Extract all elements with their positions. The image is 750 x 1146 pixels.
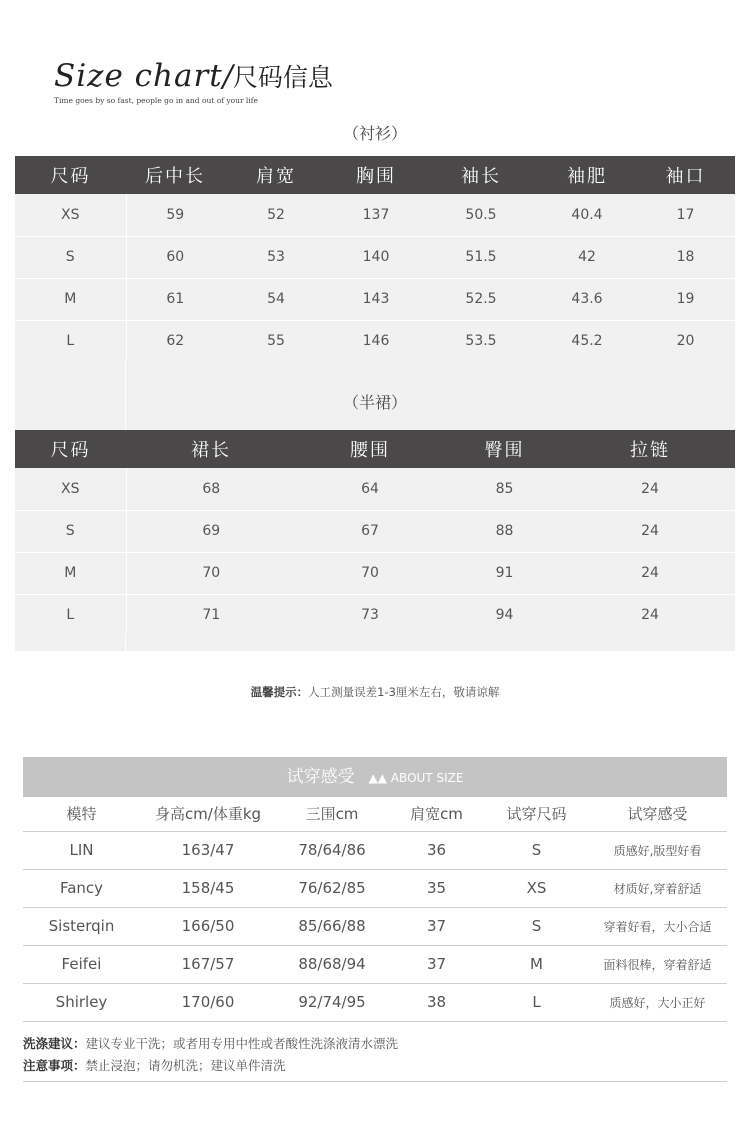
fit-cell: 36 [388,831,485,869]
shirt-cell: XS [15,194,126,236]
skirt-cell: 88 [444,510,565,552]
shirt-header-cell: 尺码 [15,156,126,194]
fit-section-header [23,757,727,797]
shirt-row [15,194,735,236]
skirt-cell: L [15,594,126,636]
fit-header-cell: 试穿感受 [588,797,727,831]
fit-cell: 37 [388,907,485,945]
fit-cell: LIN [23,831,140,869]
fit-cell: 78/64/86 [276,831,388,869]
fit-cell: 166/50 [140,907,276,945]
shirt-header-cell: 肩宽 [224,156,328,194]
care-instructions [23,1033,727,1077]
page-title [54,58,333,94]
skirt-cell: 67 [296,510,444,552]
shirt-cell: 40.4 [538,194,636,236]
title-english: Size chart [54,58,223,94]
skirt-size-table [15,430,735,637]
spacer-first-col [15,633,126,651]
shirt-cell: 20 [636,320,735,362]
skirt-header-row [15,430,735,468]
shirt-size-table [15,156,735,363]
fit-cell: S [485,831,588,869]
fit-cell: 158/45 [140,869,276,907]
shirt-row [15,320,735,362]
shirt-cell: 53 [224,236,328,278]
note-text: 禁止浸泡；请勿机洗；建议单件清洗 [85,1058,286,1073]
skirt-header-cell: 臀围 [444,430,565,468]
fit-cell: 85/66/88 [276,907,388,945]
skirt-cell: 85 [444,468,565,510]
wash-text: 建议专业干洗；或者用专用中性或者酸性洗涤液清水漂洗 [85,1036,399,1051]
shirt-cell: L [15,320,126,362]
skirt-cell: 71 [126,594,296,636]
fit-cell: 76/62/85 [276,869,388,907]
fit-row [23,983,727,1021]
shirt-header-row [15,156,735,194]
skirt-cell: 64 [296,468,444,510]
shirt-cell: 19 [636,278,735,320]
skirt-row [15,468,735,510]
care-notes [23,1055,727,1077]
shirt-cell: 143 [328,278,424,320]
fit-subtitle: ▲▲ ABOUT SIZE [368,771,464,785]
shirt-cell: 18 [636,236,735,278]
shirt-cell: 140 [328,236,424,278]
skirt-header-cell: 裙长 [126,430,296,468]
shirt-cell: 55 [224,320,328,362]
fit-cell: 38 [388,983,485,1021]
fit-cell: 92/74/95 [276,983,388,1021]
skirt-cell: 70 [126,552,296,594]
title-separator: / [222,59,233,94]
skirt-cell: 24 [565,552,735,594]
shirt-header-cell: 胸围 [328,156,424,194]
fit-cell: 质感好，大小正好 [588,983,727,1021]
skirt-row [15,552,735,594]
fit-cell: 材质好,穿着舒适 [588,869,727,907]
shirt-header-cell: 袖肥 [538,156,636,194]
fit-cell: S [485,907,588,945]
shirt-header-cell: 袖长 [424,156,538,194]
fit-cell: Sisterqin [23,907,140,945]
measurement-tip [0,684,750,700]
shirt-cell: 43.6 [538,278,636,320]
shirt-section-label: （衬衫） [342,124,407,143]
fit-cell: 穿着好看，大小合适 [588,907,727,945]
fit-cell: 167/57 [140,945,276,983]
fit-cell: Feifei [23,945,140,983]
tip-text: 人工测量误差1-3厘米左右，敬请谅解 [308,685,500,699]
shirt-row [15,236,735,278]
wash-advice [23,1033,727,1055]
fit-cell: 质感好,版型好看 [588,831,727,869]
fit-header-cell: 肩宽cm [388,797,485,831]
title-chinese: 尺码信息 [232,63,333,92]
fit-cell: 35 [388,869,485,907]
shirt-row [15,278,735,320]
tagline: Time goes by so fast, people go in and out of your life [54,96,258,105]
fit-cell: XS [485,869,588,907]
fit-table [23,797,727,1022]
shirt-cell: 45.2 [538,320,636,362]
skirt-cell: XS [15,468,126,510]
skirt-cell: 24 [565,468,735,510]
shirt-cell: 53.5 [424,320,538,362]
fit-header-cell: 身高cm/体重kg [140,797,276,831]
fit-header-cell: 三围cm [276,797,388,831]
fit-row [23,907,727,945]
skirt-header-cell: 尺码 [15,430,126,468]
skirt-header-cell: 腰围 [296,430,444,468]
skirt-cell: 94 [444,594,565,636]
skirt-cell: M [15,552,126,594]
fit-row [23,945,727,983]
shirt-cell: 52 [224,194,328,236]
shirt-cell: 146 [328,320,424,362]
fit-header-row [23,797,727,831]
page-header [54,58,333,105]
fit-cell: 163/47 [140,831,276,869]
skirt-cell: 68 [126,468,296,510]
shirt-cell: S [15,236,126,278]
shirt-cell: 60 [126,236,224,278]
wash-label: 洗涤建议： [23,1036,86,1051]
shirt-cell: 17 [636,194,735,236]
skirt-cell: S [15,510,126,552]
fit-row [23,831,727,869]
shirt-cell: M [15,278,126,320]
skirt-cell: 91 [444,552,565,594]
note-label: 注意事项： [23,1058,86,1073]
shirt-cell: 61 [126,278,224,320]
fit-title: 试穿感受 [286,767,355,787]
fit-cell: 170/60 [140,983,276,1021]
shirt-cell: 54 [224,278,328,320]
fit-cell: Shirley [23,983,140,1021]
fit-header-cell: 模特 [23,797,140,831]
skirt-cell: 70 [296,552,444,594]
skirt-section-label: （半裙） [342,393,407,412]
fit-cell: Fancy [23,869,140,907]
skirt-cell: 73 [296,594,444,636]
fit-cell: 面料很棒，穿着舒适 [588,945,727,983]
shirt-cell: 52.5 [424,278,538,320]
shirt-cell: 59 [126,194,224,236]
skirt-header-cell: 拉链 [565,430,735,468]
shirt-cell: 51.5 [424,236,538,278]
skirt-row [15,510,735,552]
shirt-cell: 50.5 [424,194,538,236]
fit-row [23,869,727,907]
fit-cell: L [485,983,588,1021]
fit-cell: 37 [388,945,485,983]
shirt-header-cell: 后中长 [126,156,224,194]
skirt-cell: 24 [565,594,735,636]
shirt-header-cell: 袖口 [636,156,735,194]
bottom-divider [23,1081,727,1082]
shirt-cell: 137 [328,194,424,236]
fit-header-cell: 试穿尺码 [485,797,588,831]
skirt-row [15,594,735,636]
fit-cell: 88/68/94 [276,945,388,983]
tip-label: 温馨提示： [250,685,309,699]
skirt-cell: 69 [126,510,296,552]
shirt-cell: 42 [538,236,636,278]
skirt-cell: 24 [565,510,735,552]
shirt-cell: 62 [126,320,224,362]
fit-cell: M [485,945,588,983]
skirt-table-spacer [15,633,735,651]
